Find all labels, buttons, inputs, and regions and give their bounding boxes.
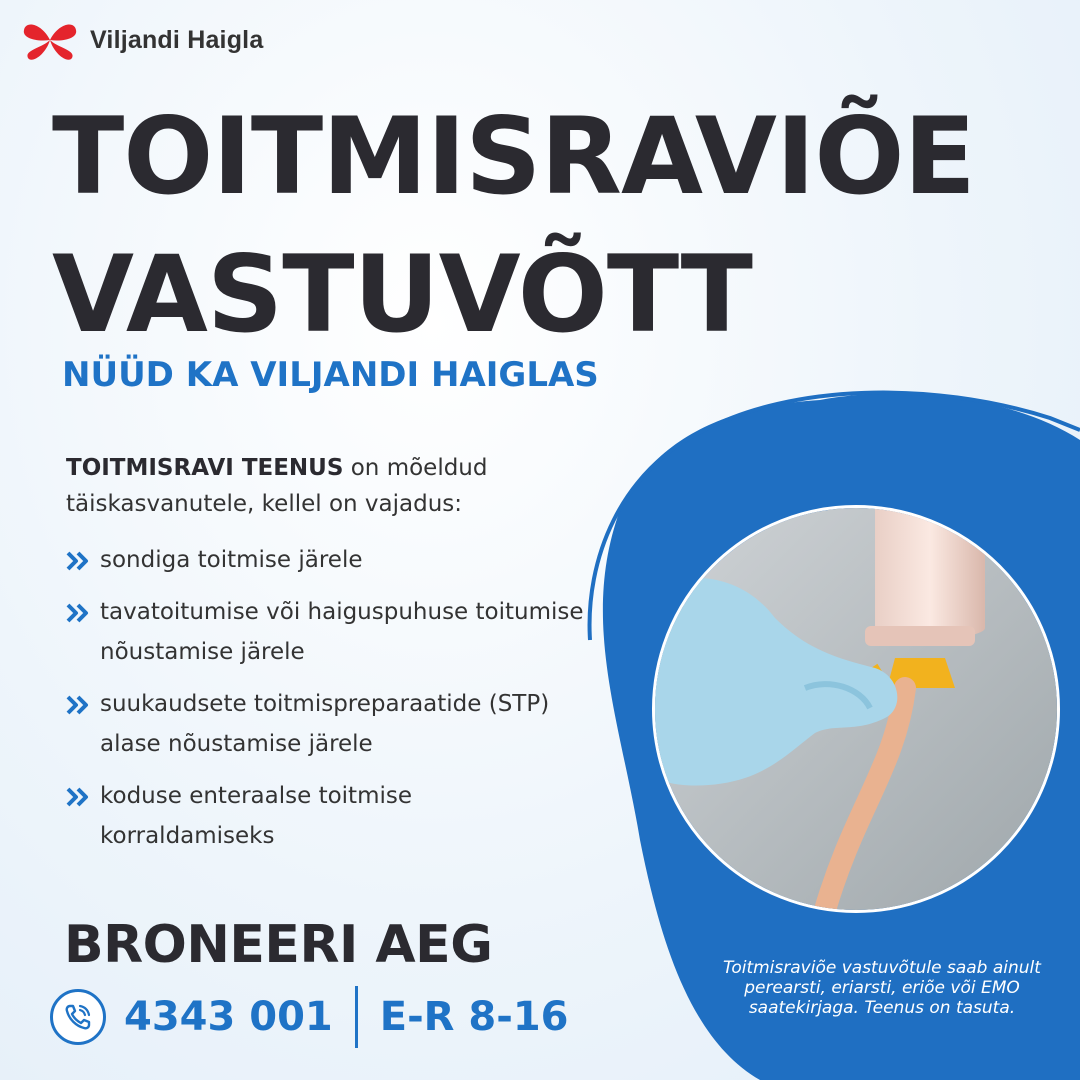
intro-text [66, 450, 586, 522]
list-item [66, 684, 586, 764]
intro-line-2: täiskasvanutele, kellel on vajadus: [66, 491, 463, 517]
booking-heading: BRONEERI AEG [64, 915, 493, 975]
list-item [66, 540, 586, 580]
chevron-right-icon [66, 603, 92, 623]
feeding-tube-photo [652, 505, 1060, 913]
chevron-right-icon [66, 551, 92, 571]
referral-note: Toitmisraviõe vastuvõtule saab ainult perearsti, eriarsti, eriõe või EMO saatekirjaga. Teenus on tasuta. [723, 958, 1041, 1018]
phone-icon[interactable] [50, 989, 106, 1045]
opening-hours: E-R 8-16 [379, 994, 569, 1040]
brand-name: Viljandi Haigla [90, 25, 264, 54]
list-item-text: tavatoitumise või haiguspuhuse toitumise nõustamise järele [100, 599, 584, 665]
intro-rest: on mõeldud [343, 455, 488, 481]
phone-number[interactable]: 4343 001 [124, 994, 333, 1040]
intro-bold: TOITMISRAVI TEENUS [66, 455, 344, 481]
chevron-right-icon [66, 695, 92, 715]
list-item-text: koduse enteraalse toitmise korraldamiseks [100, 783, 412, 849]
chevron-right-icon [66, 787, 92, 807]
list-item [66, 776, 586, 856]
list-item [66, 592, 586, 672]
subtitle: NÜÜD KA VILJANDI HAIGLAS [62, 355, 599, 395]
list-item-text: suukaudsete toitmispreparaatide (STP) alase nõustamise järele [100, 691, 550, 757]
needs-list [66, 540, 586, 868]
list-item-text: sondiga toitmise järele [100, 547, 363, 573]
booking-contact [50, 985, 569, 1049]
headline-line-2: VASTUVÕTT [52, 233, 752, 356]
divider [355, 986, 358, 1048]
headline-line-1: TOITMISRAVIÕE [52, 95, 975, 218]
